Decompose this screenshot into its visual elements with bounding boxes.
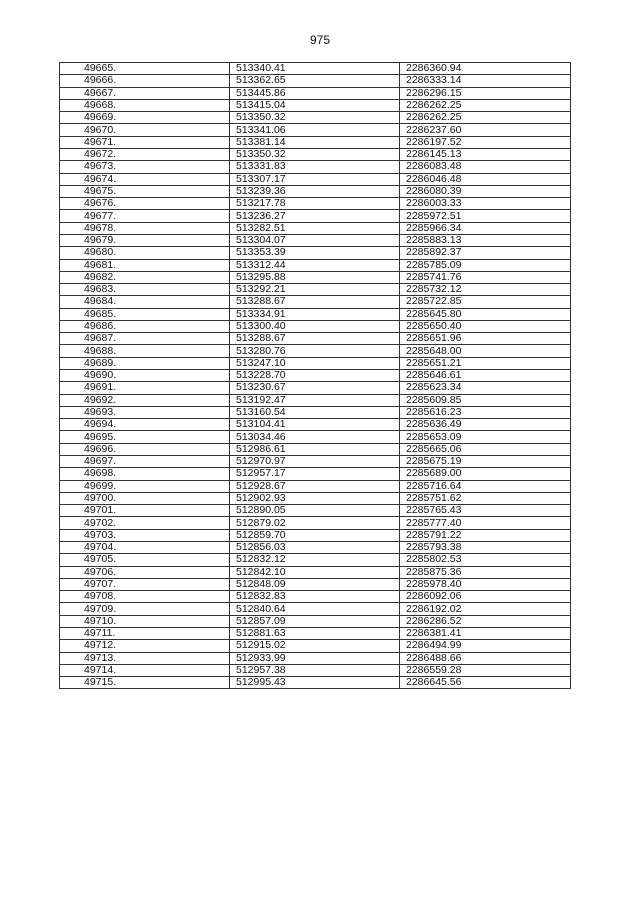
x-coordinate-cell: 513304.07 (230, 234, 400, 246)
point-number-cell: 49695. (60, 431, 230, 443)
table-row (60, 136, 571, 148)
y-coordinate-cell: 2285636.49 (400, 419, 571, 431)
point-number-cell: 49709. (60, 603, 230, 615)
table-row (60, 554, 571, 566)
point-number-cell: 49712. (60, 640, 230, 652)
y-coordinate-cell: 2285802.53 (400, 554, 571, 566)
point-number-cell: 49668. (60, 99, 230, 111)
y-coordinate-cell: 2285650.40 (400, 320, 571, 332)
point-number-cell: 49693. (60, 406, 230, 418)
y-coordinate-cell: 2285765.43 (400, 505, 571, 517)
point-number-cell: 49676. (60, 198, 230, 210)
point-number-cell: 49692. (60, 394, 230, 406)
table-row (60, 75, 571, 87)
x-coordinate-cell: 513362.65 (230, 75, 400, 87)
point-number-cell: 49691. (60, 382, 230, 394)
point-number-cell: 49687. (60, 333, 230, 345)
table-row (60, 431, 571, 443)
y-coordinate-cell: 2285675.19 (400, 456, 571, 468)
x-coordinate-cell: 512857.09 (230, 615, 400, 627)
x-coordinate-cell: 513288.67 (230, 296, 400, 308)
table-row (60, 468, 571, 480)
y-coordinate-cell: 2286080.39 (400, 185, 571, 197)
y-coordinate-cell: 2285653.09 (400, 431, 571, 443)
x-coordinate-cell: 512957.17 (230, 468, 400, 480)
table-row (60, 320, 571, 332)
table-row (60, 517, 571, 529)
y-coordinate-cell: 2285785.09 (400, 259, 571, 271)
table-row (60, 198, 571, 210)
x-coordinate-cell: 512881.63 (230, 627, 400, 639)
point-number-cell: 49672. (60, 148, 230, 160)
point-number-cell: 49701. (60, 505, 230, 517)
y-coordinate-cell: 2285732.12 (400, 284, 571, 296)
y-coordinate-cell: 2285665.06 (400, 443, 571, 455)
y-coordinate-cell: 2285875.36 (400, 566, 571, 578)
y-coordinate-cell: 2286360.94 (400, 63, 571, 75)
point-number-cell: 49703. (60, 529, 230, 541)
table-row (60, 222, 571, 234)
y-coordinate-cell: 2286381.41 (400, 627, 571, 639)
table-row (60, 456, 571, 468)
x-coordinate-cell: 512832.12 (230, 554, 400, 566)
y-coordinate-cell: 2286237.60 (400, 124, 571, 136)
y-coordinate-cell: 2285651.96 (400, 333, 571, 345)
x-coordinate-cell: 512915.02 (230, 640, 400, 652)
point-number-cell: 49681. (60, 259, 230, 271)
point-number-cell: 49674. (60, 173, 230, 185)
page-number: 975 (309, 33, 331, 47)
table-row (60, 603, 571, 615)
x-coordinate-cell: 512928.67 (230, 480, 400, 492)
y-coordinate-cell: 2286494.99 (400, 640, 571, 652)
y-coordinate-cell: 2285883.13 (400, 234, 571, 246)
x-coordinate-cell: 513353.39 (230, 247, 400, 259)
x-coordinate-cell: 512986.61 (230, 443, 400, 455)
point-number-cell: 49696. (60, 443, 230, 455)
x-coordinate-cell: 513192.47 (230, 394, 400, 406)
x-coordinate-cell: 512879.02 (230, 517, 400, 529)
y-coordinate-cell: 2285741.76 (400, 271, 571, 283)
table-row (60, 591, 571, 603)
point-number-cell: 49713. (60, 652, 230, 664)
y-coordinate-cell: 2285646.61 (400, 370, 571, 382)
table-row (60, 63, 571, 75)
x-coordinate-cell: 513341.06 (230, 124, 400, 136)
x-coordinate-cell: 513334.91 (230, 308, 400, 320)
point-number-cell: 49715. (60, 677, 230, 689)
x-coordinate-cell: 513280.76 (230, 345, 400, 357)
table-row (60, 382, 571, 394)
point-number-cell: 49677. (60, 210, 230, 222)
y-coordinate-cell: 2286559.28 (400, 664, 571, 676)
point-number-cell: 49694. (60, 419, 230, 431)
table-row (60, 578, 571, 590)
x-coordinate-cell: 513307.17 (230, 173, 400, 185)
table-row (60, 406, 571, 418)
x-coordinate-cell: 512832.83 (230, 591, 400, 603)
y-coordinate-cell: 2285645.80 (400, 308, 571, 320)
table-row (60, 345, 571, 357)
point-number-cell: 49670. (60, 124, 230, 136)
x-coordinate-cell: 513034.46 (230, 431, 400, 443)
table-row (60, 124, 571, 136)
table-row (60, 161, 571, 173)
point-number-cell: 49708. (60, 591, 230, 603)
y-coordinate-cell: 2286262.25 (400, 99, 571, 111)
y-coordinate-cell: 2285791.22 (400, 529, 571, 541)
x-coordinate-cell: 512848.09 (230, 578, 400, 590)
point-number-cell: 49667. (60, 87, 230, 99)
x-coordinate-cell: 512842.10 (230, 566, 400, 578)
y-coordinate-cell: 2285609.85 (400, 394, 571, 406)
y-coordinate-cell: 2285892.37 (400, 247, 571, 259)
x-coordinate-cell: 513292.21 (230, 284, 400, 296)
point-number-cell: 49673. (60, 161, 230, 173)
y-coordinate-cell: 2286145.13 (400, 148, 571, 160)
table-row (60, 148, 571, 160)
y-coordinate-cell: 2285616.23 (400, 406, 571, 418)
table-row (60, 259, 571, 271)
table-row (60, 99, 571, 111)
y-coordinate-cell: 2285623.34 (400, 382, 571, 394)
table-row (60, 566, 571, 578)
y-coordinate-cell: 2286488.66 (400, 652, 571, 664)
point-number-cell: 49685. (60, 308, 230, 320)
table-row (60, 677, 571, 689)
point-number-cell: 49710. (60, 615, 230, 627)
point-number-cell: 49698. (60, 468, 230, 480)
point-number-cell: 49665. (60, 63, 230, 75)
x-coordinate-cell: 512957.38 (230, 664, 400, 676)
y-coordinate-cell: 2285716.64 (400, 480, 571, 492)
x-coordinate-cell: 512859.70 (230, 529, 400, 541)
y-coordinate-cell: 2285651.21 (400, 357, 571, 369)
table-row (60, 652, 571, 664)
point-number-cell: 49704. (60, 541, 230, 553)
x-coordinate-cell: 512840.64 (230, 603, 400, 615)
x-coordinate-cell: 512890.05 (230, 505, 400, 517)
point-number-cell: 49699. (60, 480, 230, 492)
table-row (60, 394, 571, 406)
table-row (60, 480, 571, 492)
table-row (60, 333, 571, 345)
y-coordinate-cell: 2286046.48 (400, 173, 571, 185)
table-row (60, 627, 571, 639)
y-coordinate-cell: 2286003.33 (400, 198, 571, 210)
point-number-cell: 49702. (60, 517, 230, 529)
table-row (60, 247, 571, 259)
table-row (60, 640, 571, 652)
y-coordinate-cell: 2286645.56 (400, 677, 571, 689)
point-number-cell: 49683. (60, 284, 230, 296)
point-number-cell: 49680. (60, 247, 230, 259)
point-number-cell: 49671. (60, 136, 230, 148)
x-coordinate-cell: 512970.97 (230, 456, 400, 468)
x-coordinate-cell: 512995.43 (230, 677, 400, 689)
x-coordinate-cell: 513236.27 (230, 210, 400, 222)
y-coordinate-cell: 2285966.34 (400, 222, 571, 234)
x-coordinate-cell: 513350.32 (230, 148, 400, 160)
point-number-cell: 49689. (60, 357, 230, 369)
x-coordinate-cell: 513239.36 (230, 185, 400, 197)
x-coordinate-cell: 512856.03 (230, 541, 400, 553)
table-row (60, 443, 571, 455)
table-row (60, 529, 571, 541)
y-coordinate-cell: 2286197.52 (400, 136, 571, 148)
point-number-cell: 49686. (60, 320, 230, 332)
y-coordinate-cell: 2285777.40 (400, 517, 571, 529)
y-coordinate-cell: 2286092.06 (400, 591, 571, 603)
y-coordinate-cell: 2285722.85 (400, 296, 571, 308)
x-coordinate-cell: 513300.40 (230, 320, 400, 332)
x-coordinate-cell: 513104.41 (230, 419, 400, 431)
point-number-cell: 49669. (60, 112, 230, 124)
y-coordinate-cell: 2285689.00 (400, 468, 571, 480)
x-coordinate-cell: 513247.10 (230, 357, 400, 369)
table-row (60, 541, 571, 553)
x-coordinate-cell: 513288.67 (230, 333, 400, 345)
table-row (60, 87, 571, 99)
point-number-cell: 49688. (60, 345, 230, 357)
y-coordinate-cell: 2286192.02 (400, 603, 571, 615)
table-row (60, 271, 571, 283)
x-coordinate-cell: 513312.44 (230, 259, 400, 271)
y-coordinate-cell: 2285972.51 (400, 210, 571, 222)
x-coordinate-cell: 513331.83 (230, 161, 400, 173)
x-coordinate-cell: 513295.88 (230, 271, 400, 283)
point-number-cell: 49705. (60, 554, 230, 566)
point-number-cell: 49679. (60, 234, 230, 246)
x-coordinate-cell: 513445.86 (230, 87, 400, 99)
x-coordinate-cell: 513350.32 (230, 112, 400, 124)
x-coordinate-cell: 513282.51 (230, 222, 400, 234)
table-row (60, 370, 571, 382)
y-coordinate-cell: 2286296.15 (400, 87, 571, 99)
table-row (60, 296, 571, 308)
point-number-cell: 49700. (60, 492, 230, 504)
table-row (60, 284, 571, 296)
point-number-cell: 49711. (60, 627, 230, 639)
x-coordinate-cell: 513415.04 (230, 99, 400, 111)
table-body (60, 63, 571, 689)
y-coordinate-cell: 2285648.00 (400, 345, 571, 357)
y-coordinate-cell: 2285793.38 (400, 541, 571, 553)
table-row (60, 234, 571, 246)
y-coordinate-cell: 2285751.62 (400, 492, 571, 504)
coordinates-table (59, 62, 571, 689)
point-number-cell: 49714. (60, 664, 230, 676)
table-row (60, 173, 571, 185)
y-coordinate-cell: 2286286.52 (400, 615, 571, 627)
table-row (60, 210, 571, 222)
point-number-cell: 49690. (60, 370, 230, 382)
y-coordinate-cell: 2286262.25 (400, 112, 571, 124)
x-coordinate-cell: 513381.14 (230, 136, 400, 148)
x-coordinate-cell: 513340.41 (230, 63, 400, 75)
point-number-cell: 49707. (60, 578, 230, 590)
x-coordinate-cell: 513230.67 (230, 382, 400, 394)
point-number-cell: 49682. (60, 271, 230, 283)
table-row (60, 615, 571, 627)
table-row (60, 112, 571, 124)
x-coordinate-cell: 512933.99 (230, 652, 400, 664)
y-coordinate-cell: 2286083.48 (400, 161, 571, 173)
table-row (60, 419, 571, 431)
table-row (60, 357, 571, 369)
point-number-cell: 49666. (60, 75, 230, 87)
table-row (60, 308, 571, 320)
point-number-cell: 49678. (60, 222, 230, 234)
table-row (60, 664, 571, 676)
table-row (60, 505, 571, 517)
y-coordinate-cell: 2286333.14 (400, 75, 571, 87)
table-row (60, 492, 571, 504)
x-coordinate-cell: 512902.93 (230, 492, 400, 504)
x-coordinate-cell: 513160.54 (230, 406, 400, 418)
point-number-cell: 49706. (60, 566, 230, 578)
table-row (60, 185, 571, 197)
x-coordinate-cell: 513217.78 (230, 198, 400, 210)
point-number-cell: 49684. (60, 296, 230, 308)
point-number-cell: 49697. (60, 456, 230, 468)
y-coordinate-cell: 2285978.40 (400, 578, 571, 590)
x-coordinate-cell: 513228.70 (230, 370, 400, 382)
point-number-cell: 49675. (60, 185, 230, 197)
